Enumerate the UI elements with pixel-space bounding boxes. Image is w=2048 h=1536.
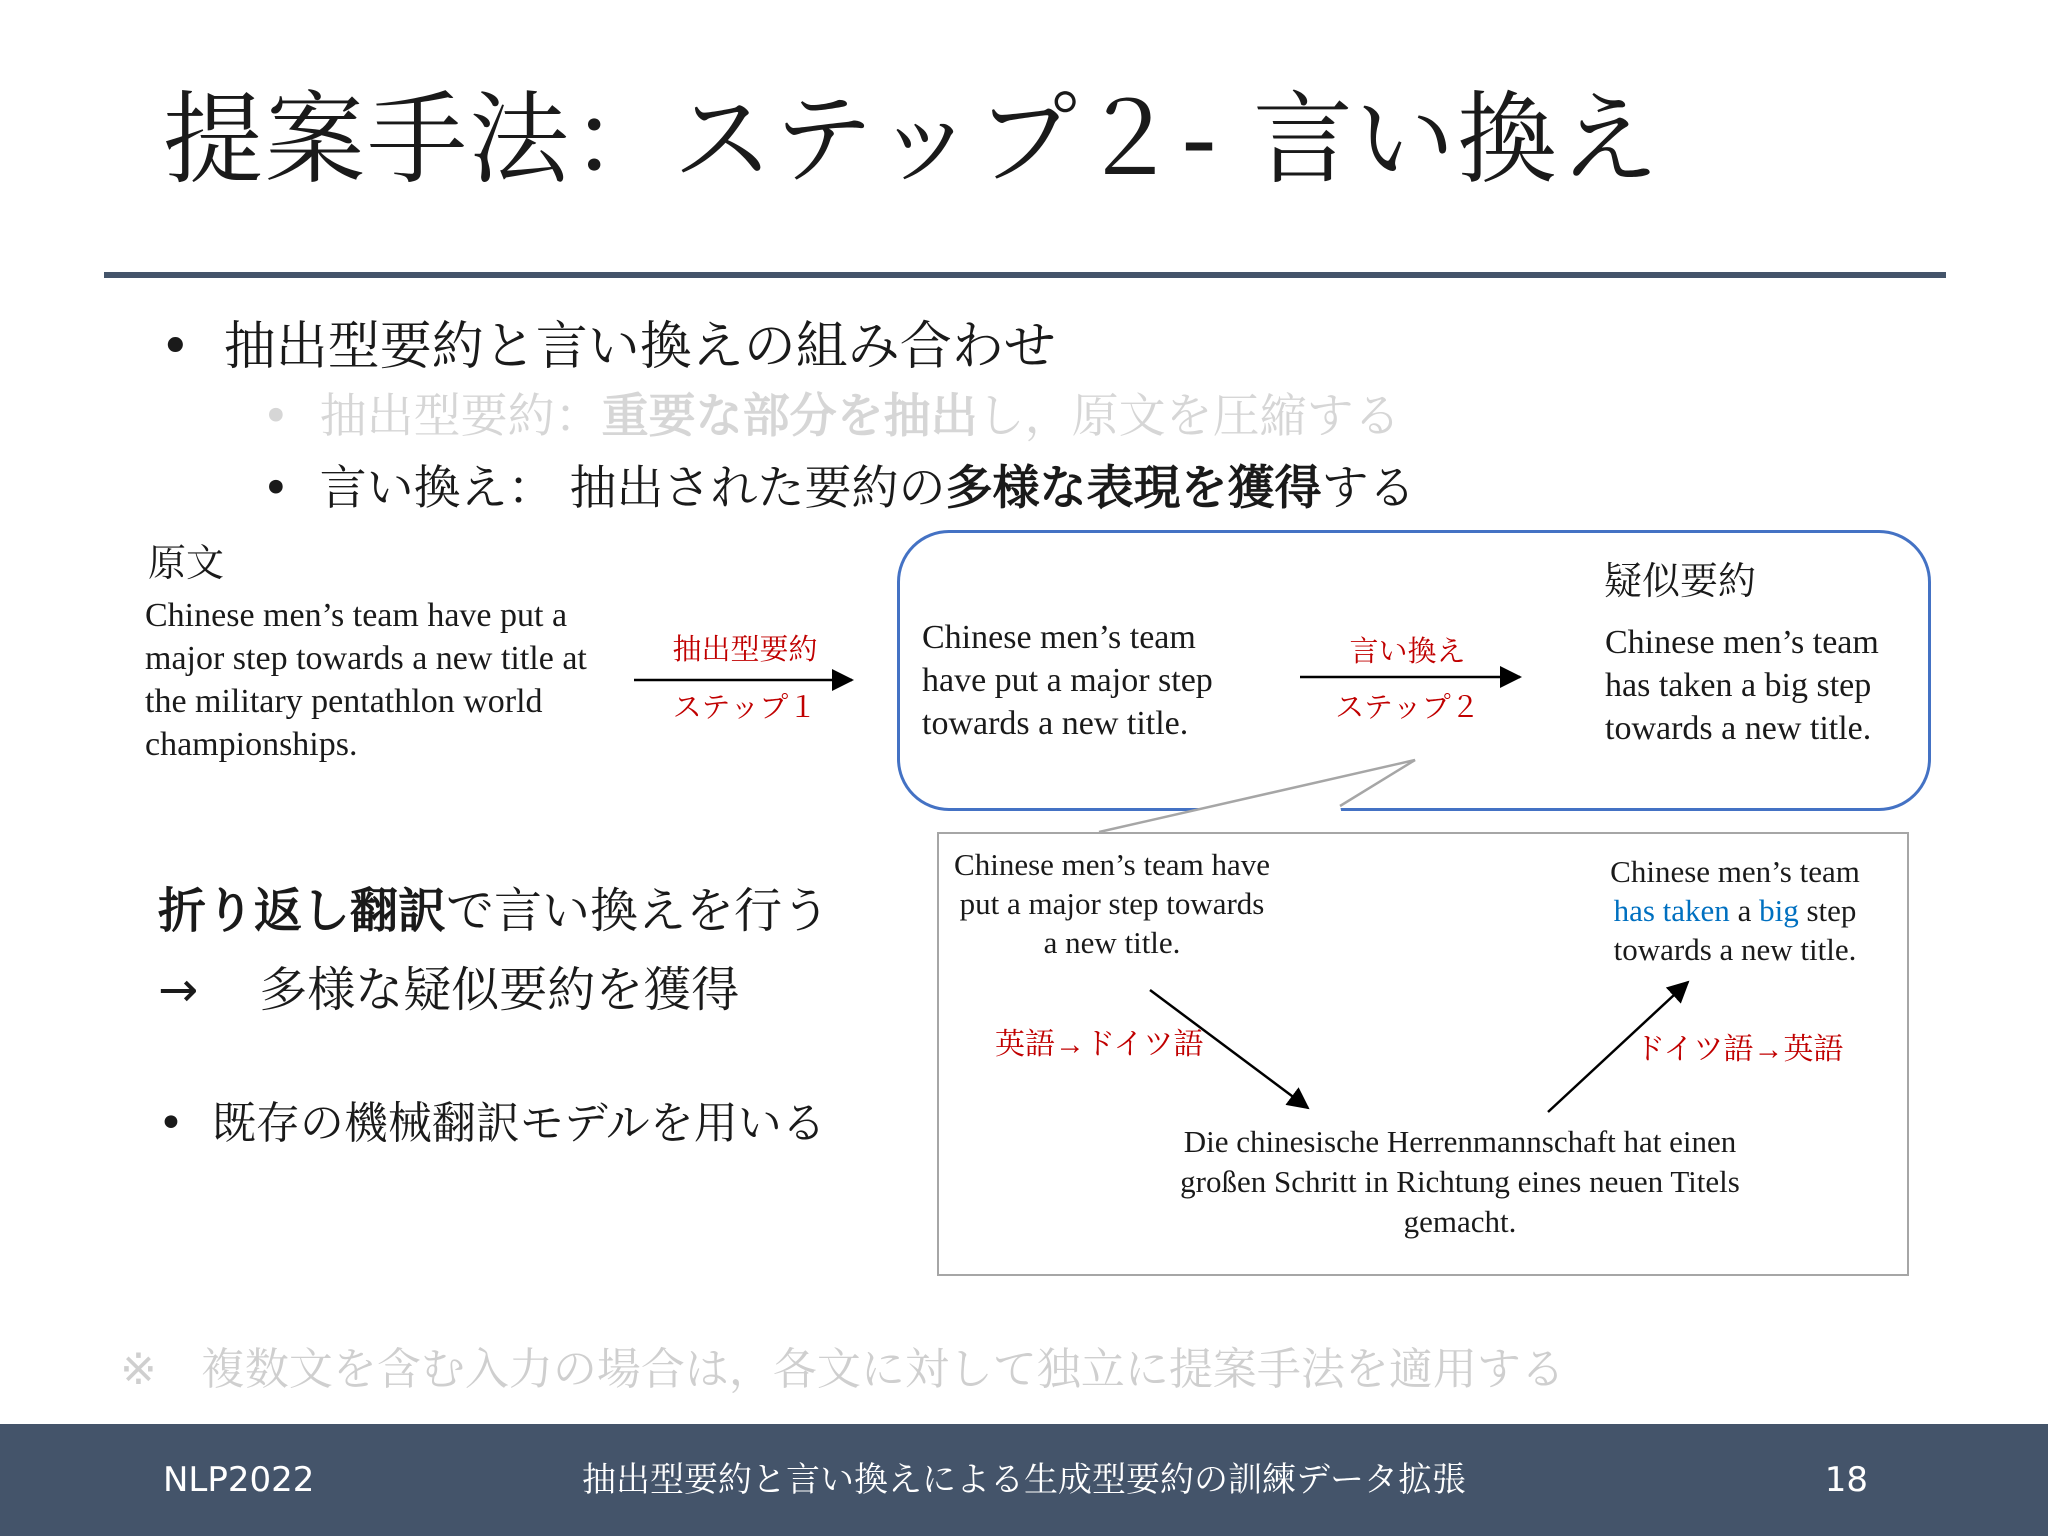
en-to-de-label: 英語→ドイツ語: [995, 1028, 1204, 1061]
right-arrow-icon: →: [158, 962, 199, 1018]
bullet-main-text: 抽出型要約と言い換えの組み合わせ: [223, 317, 1056, 377]
backtranslation-result: [158, 957, 739, 1023]
bullet-dot: •: [262, 389, 320, 444]
bullet-paraphrase-post: する: [1321, 461, 1416, 516]
footnote: ※ 複数文を含む入力の場合は，各文に対して独立に提案手法を適用する: [120, 1344, 1565, 1395]
backtranslation-result-text: 多様な疑似要約を獲得: [259, 962, 740, 1018]
detail-paraphrase-post: step towards a new title.: [1613, 893, 1857, 967]
highlight-big: big: [1759, 893, 1799, 928]
extracted-summary-text: Chinese men’s team have put a major step towards a new title.: [922, 619, 1213, 742]
pseudo-summary-label: 疑似要約: [1604, 559, 1757, 603]
detail-paraphrase-mid: a: [1729, 893, 1760, 928]
detail-source-text: Chinese men’s team have put a major step towards a new title.: [954, 847, 1270, 960]
step1-label: ステップ１: [672, 692, 818, 724]
bullet-extractive-bold: 重要な部分を抽出: [601, 389, 978, 444]
footer-title: 抽出型要約と言い換えによる生成型要約の訓練データ拡張: [582, 1460, 1466, 1500]
bullet-dot: •: [160, 317, 224, 377]
step1-name: 抽出型要約: [672, 634, 818, 666]
de-en-arrow: [1548, 982, 1688, 1112]
existing-mt-bullet: [158, 1094, 826, 1154]
pseudo-summary-text: Chinese men’s team has taken a big step towards a new title.: [1605, 624, 1879, 747]
de-to-en-label: ドイツ語→英語: [1635, 1033, 1844, 1066]
source-text: Chinese men’s team have put a major step towards a new title at the military pentathlon world championships.: [145, 597, 587, 763]
bullet-dot: •: [158, 1098, 212, 1149]
bullet-paraphrase-pre: 言い換え： 抽出された要約の: [319, 461, 946, 516]
highlight-has-taken: has taken: [1613, 893, 1730, 928]
existing-mt-text: 既存の機械翻訳モデルを用いる: [211, 1098, 826, 1149]
step2-label: ステップ２: [1335, 692, 1480, 724]
bullet-paraphrase-bold: 多様な表現を獲得: [945, 461, 1322, 516]
backtranslation-rest: で言い換えを行う: [446, 883, 831, 939]
step2-name: 言い換え: [1349, 636, 1466, 668]
footer-conference: NLP2022: [163, 1460, 315, 1500]
bullet-extractive-post: し，原文を圧縮する: [977, 389, 1401, 444]
backtranslation-bold: 折り返し翻訳: [158, 883, 447, 939]
bullet-extractive-pre: 抽出型要約：: [319, 389, 602, 444]
bullet-dot: •: [262, 461, 320, 516]
detail-paraphrase-pre: Chinese men’s team: [1610, 854, 1860, 889]
page-number: 18: [1824, 1460, 1868, 1500]
german-translation-text: Die chinesische Herrenmannschaft hat einen großen Schritt in Richtung eines neuen Titels gemacht.: [1180, 1124, 1740, 1239]
source-label: 原文: [148, 541, 225, 585]
en-de-arrow: [1150, 990, 1308, 1108]
footer-bar: [0, 1424, 2048, 1536]
slide-title: 提案手法：ステップ２- 言い換え: [163, 81, 1661, 198]
backtranslation-note: [158, 878, 830, 944]
